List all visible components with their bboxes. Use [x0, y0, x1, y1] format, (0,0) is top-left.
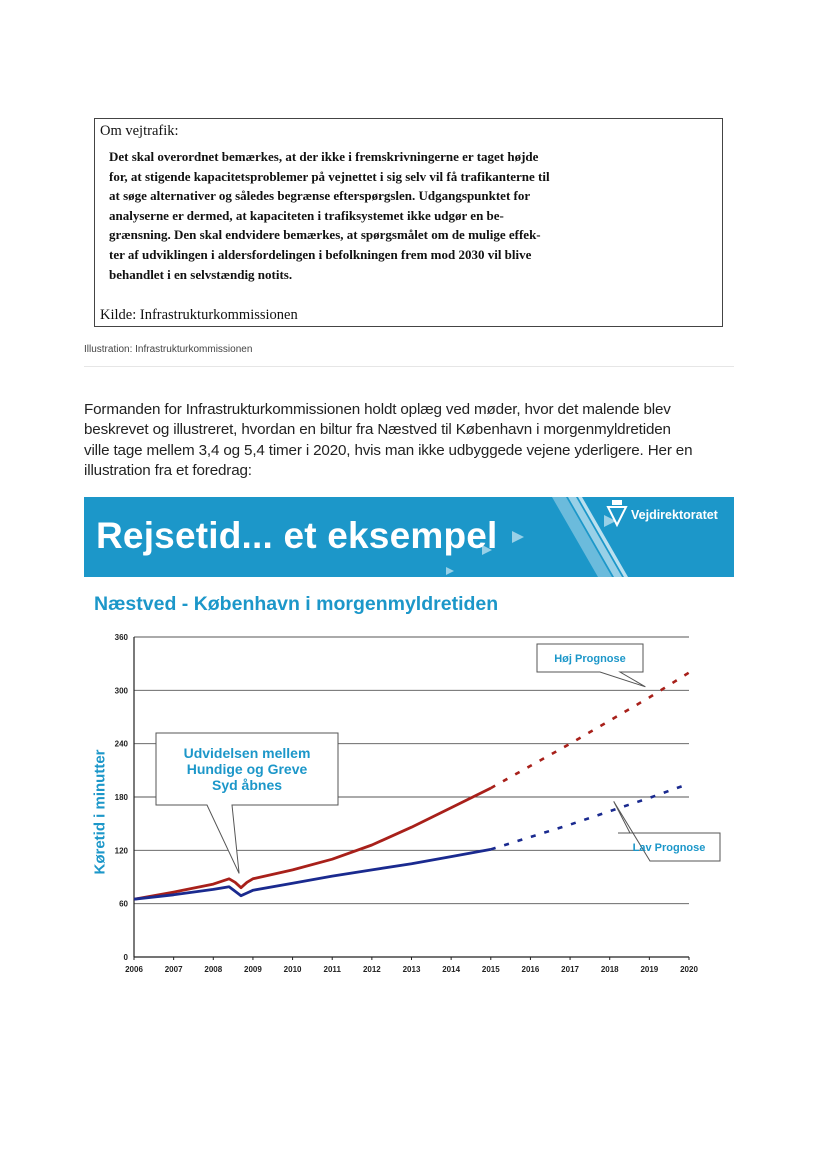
y-tick-label: 0	[123, 953, 128, 962]
quote-heading: Om vejtrafik:	[100, 123, 179, 139]
x-tick-label: 2006	[125, 965, 143, 974]
annotation-label: Hundige og Greve	[186, 760, 308, 777]
chart-title: Næstved - København i morgenmyldretiden	[94, 593, 499, 615]
quote-line: analyserne er dermed, at kapaciteten i trafiksystemet ikke udgør en be-	[109, 207, 504, 223]
quote-line: behandlet i en selvstændig notits.	[109, 266, 293, 282]
y-tick-label: 60	[119, 899, 128, 909]
quote-line: grænsning. Den skal endvidere bemærkes, at spørgsmålet om de mulige effek-	[109, 227, 541, 243]
x-tick-label: 2015	[481, 965, 500, 974]
image-caption: Illustration: Infrastrukturkommissionen	[84, 344, 253, 355]
annotation-callout	[537, 644, 645, 687]
paragraph-line: beskrevet og illustreret, hvordan en biltur fra Næstved til København i morgenmyldretiden	[84, 421, 671, 439]
article-paragraph	[84, 400, 740, 481]
slide-title: Rejsetid... et eksempel	[96, 515, 498, 556]
y-axis-label: Køretid i minutter	[91, 749, 109, 875]
quote-body	[109, 147, 614, 284]
x-tick-label: 2010	[283, 965, 302, 974]
x-tick-label: 2014	[442, 965, 461, 974]
brand-name: Vejdirektoratet	[631, 508, 718, 522]
x-tick-label: 2019	[640, 965, 659, 974]
quote-line: Det skal overordnet bemærkes, at der ikke i fremskrivningerne er taget højde	[109, 149, 539, 164]
quote-line: at søge alternativer og således begrænse efterspørgslen. Udgangspunktet for	[109, 188, 531, 204]
x-tick-label: 2008	[204, 965, 223, 974]
annotation-label: Syd åbnes	[211, 777, 283, 793]
paragraph-line: ville tage mellem 3,4 og 5,4 timer i 2020, hvis man ikke udbyggede vejene yderligere. Her en	[84, 441, 693, 459]
x-tick-label: 2013	[402, 965, 421, 974]
y-tick-label: 360	[114, 633, 128, 642]
annotation-label: Høj Prognose	[554, 652, 626, 665]
x-tick-label: 2007	[164, 965, 183, 974]
quote-line: for, at stigende kapacitetsproblemer på vejnettet i sig selv vil få trafikanterne til	[109, 168, 550, 184]
paragraph-line: illustration fra et foredrag:	[84, 461, 252, 479]
annotation-label: Lav Prognose	[632, 841, 706, 854]
presentation-slide	[84, 497, 734, 987]
x-tick-label: 2016	[521, 965, 540, 974]
x-tick-label: 2018	[600, 965, 619, 974]
x-tick-label: 2017	[561, 965, 579, 974]
divider	[84, 366, 734, 367]
x-tick-label: 2020	[680, 965, 698, 974]
x-tick-label: 2009	[244, 965, 262, 974]
quote-line: ter af udviklingen i aldersfordelingen i befolkningen frem mod 2030 vil blive	[109, 246, 532, 262]
y-tick-label: 180	[114, 793, 128, 802]
quote-source: Kilde: Infrastrukturkommissionen	[100, 307, 298, 323]
quote-box	[94, 118, 723, 327]
annotation-label: Udvidelsen mellem	[183, 744, 311, 761]
y-tick-label: 300	[114, 686, 128, 696]
y-tick-label: 240	[114, 739, 128, 749]
x-tick-label: 2011	[323, 965, 341, 974]
y-tick-label: 120	[114, 846, 128, 856]
x-tick-label: 2012	[362, 965, 381, 974]
series-line-low	[134, 849, 491, 899]
paragraph-line: Formanden for Infrastrukturkommissionen holdt oplæg ved møder, hvor det malende blev	[84, 401, 671, 418]
line-chart	[84, 497, 734, 987]
